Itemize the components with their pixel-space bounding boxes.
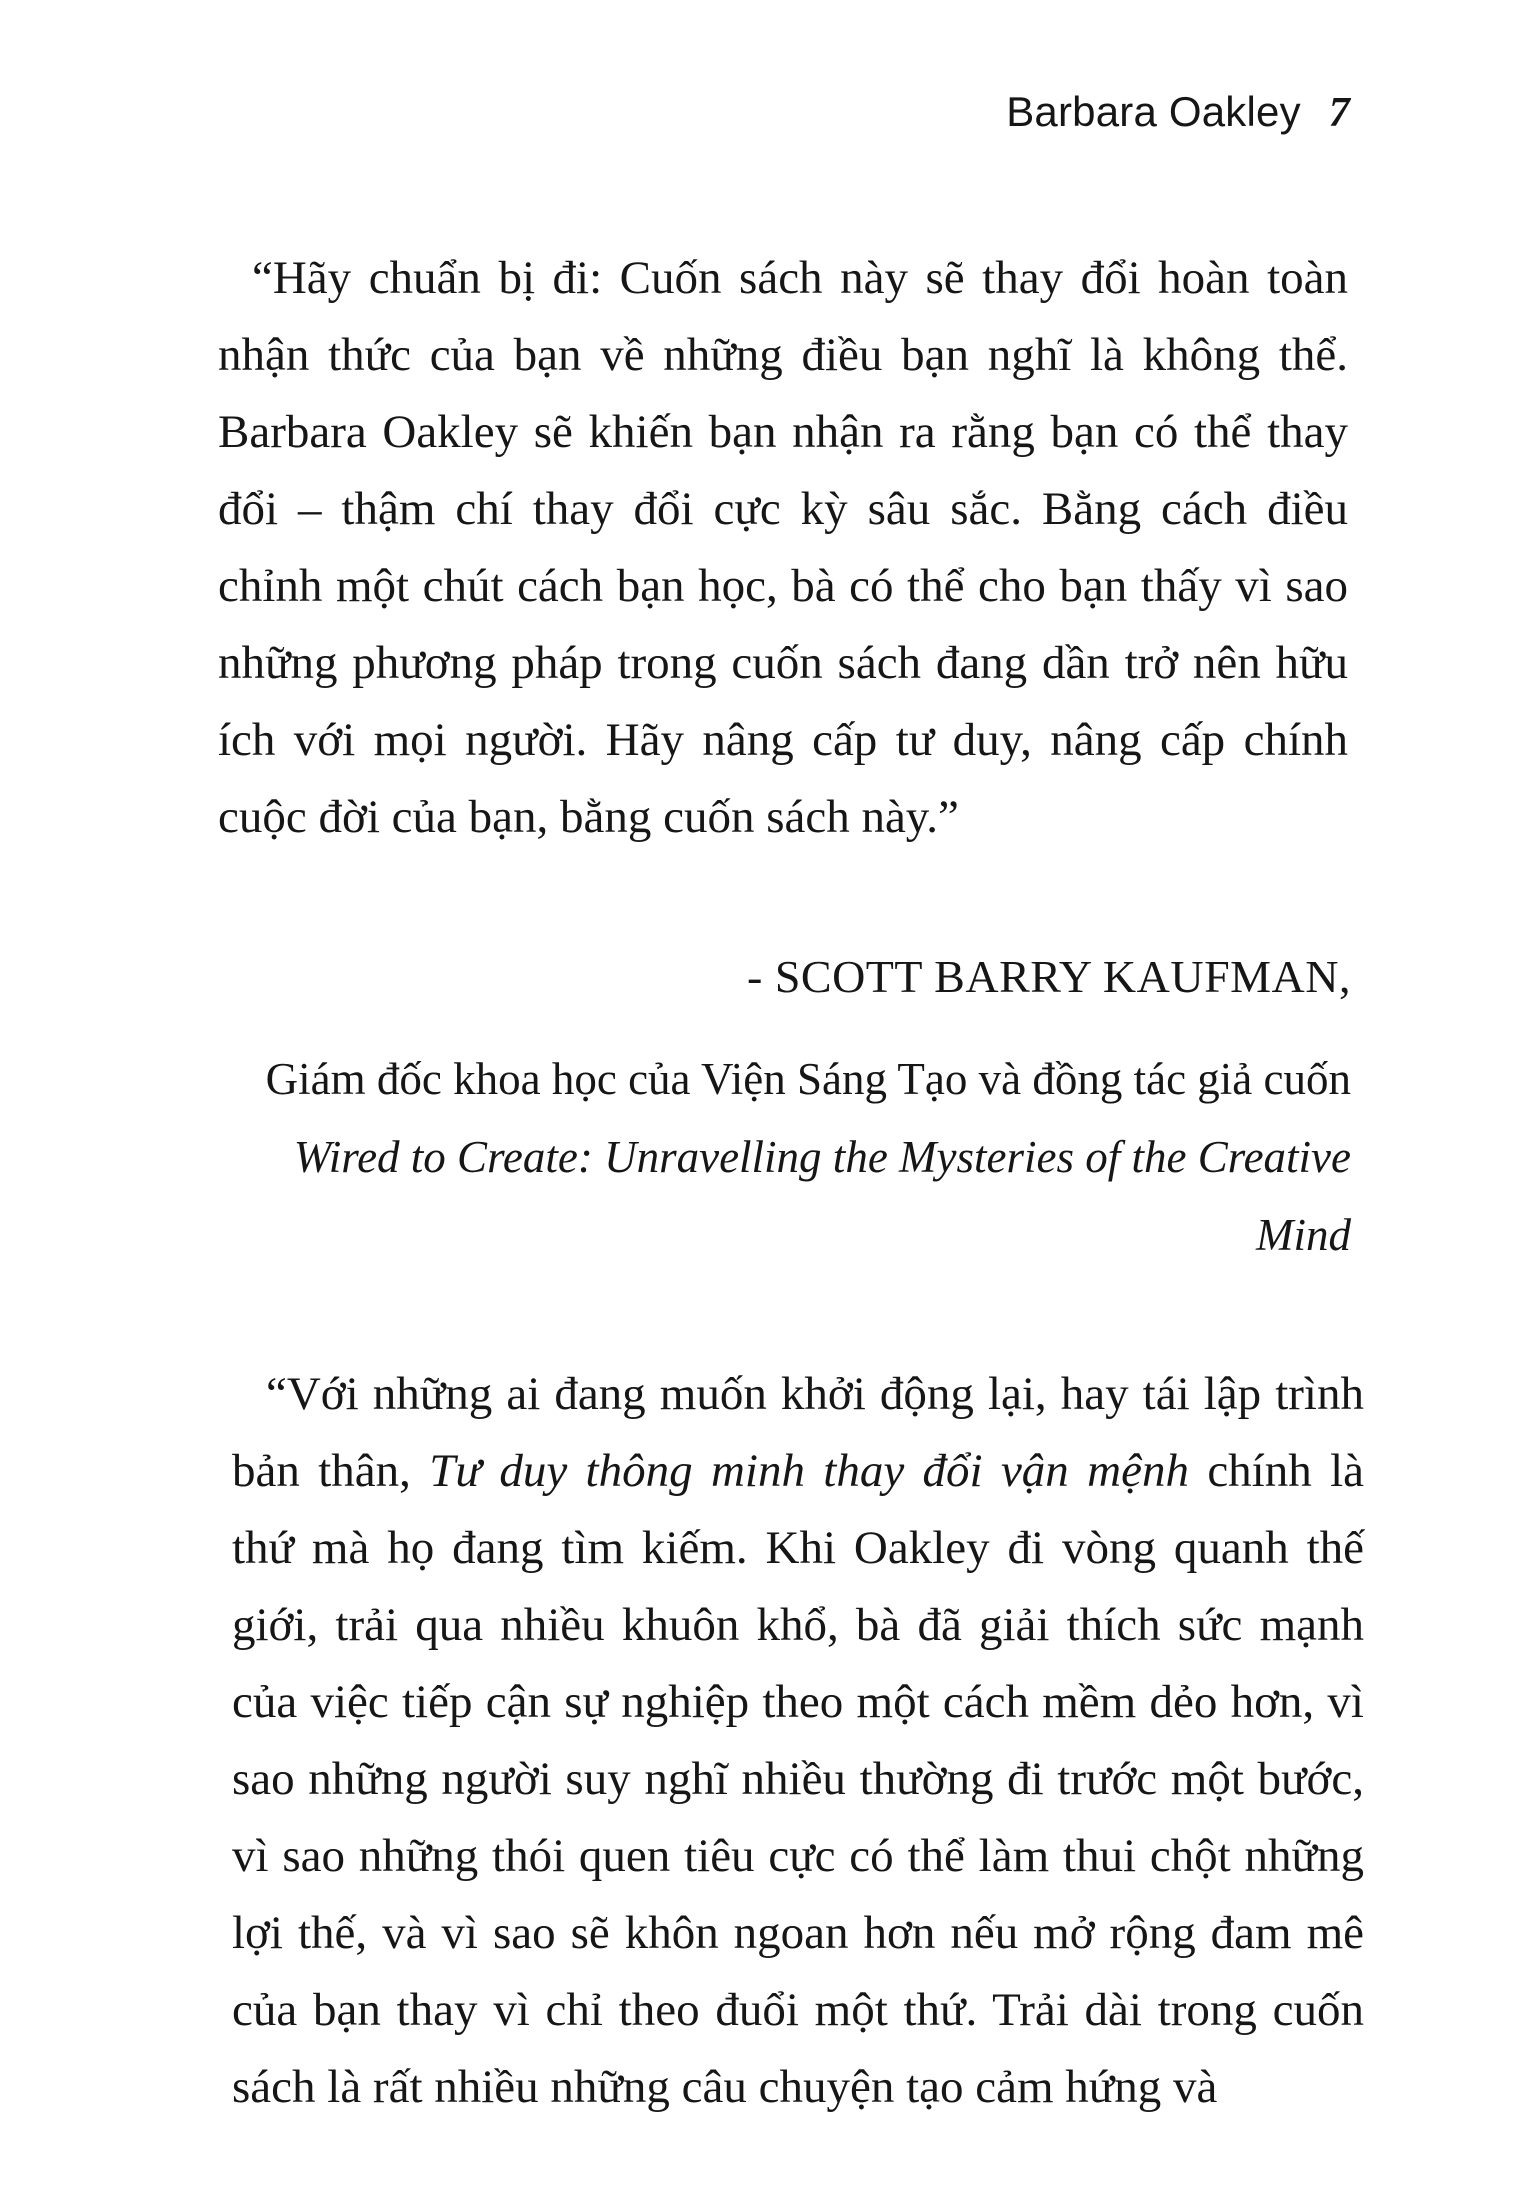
header-author: Barbara Oakley <box>1006 88 1301 135</box>
page-number: 7 <box>1328 90 1350 136</box>
quote2-opening: “Với những ai đang muốn khởi động lại, hay tái lập trình bản thân, <box>232 1368 1364 1497</box>
attribution-role: Giám đốc khoa học của Viện Sáng Tạo và đồng tác giả cuốn <box>265 1054 1351 1104</box>
quote-paragraph-2 <box>232 1356 1364 2126</box>
quote2-book-title: Tư duy thông minh thay đổi vận mệnh <box>429 1445 1189 1497</box>
attribution-description <box>251 1040 1351 1274</box>
quote2-rest: chính là thứ mà họ đang tìm kiếm. Khi Oakley đi vòng quanh thế giới, trải qua nhiều khuôn khổ, bà đã giải thích sức mạnh của việc tiếp cận sự nghiệp theo một cách mềm dẻo hơn, vì sao những người suy nghĩ nhiều thường đi trước một bước, vì sao những thói quen tiêu cực có thể làm thui chột những lợi thế, và vì sao sẽ khôn ngoan hơn nếu mở rộng đam mê của bạn thay vì chỉ theo đuổi một thứ. Trải dài trong cuốn sách là rất nhiều những câu chuyện tạo cảm hứng và <box>232 1445 1364 2113</box>
running-header <box>1006 88 1350 137</box>
attribution-book-title: Wired to Create: Unravelling the Mysteries of the Creative Mind <box>293 1132 1351 1260</box>
quote-paragraph-1: “Hãy chuẩn bị đi: Cuốn sách này sẽ thay đổi hoàn toàn nhận thức của bạn về những điều bạn nghĩ là không thể. Barbara Oakley sẽ khiến bạn nhận ra rằng bạn có thể thay đổi – thậm chí thay đổi cực kỳ sâu sắc. Bằng cách điều chỉnh một chút cách bạn học, bà có thể cho bạn thấy vì sao những phương pháp trong cuốn sách đang dần trở nên hữu ích với mọi người. Hãy nâng cấp tư duy, nâng cấp chính cuộc đời của bạn, bằng cuốn sách này.” <box>218 252 1348 843</box>
attribution-name: - SCOTT BARRY KAUFMAN, <box>747 951 1351 1002</box>
